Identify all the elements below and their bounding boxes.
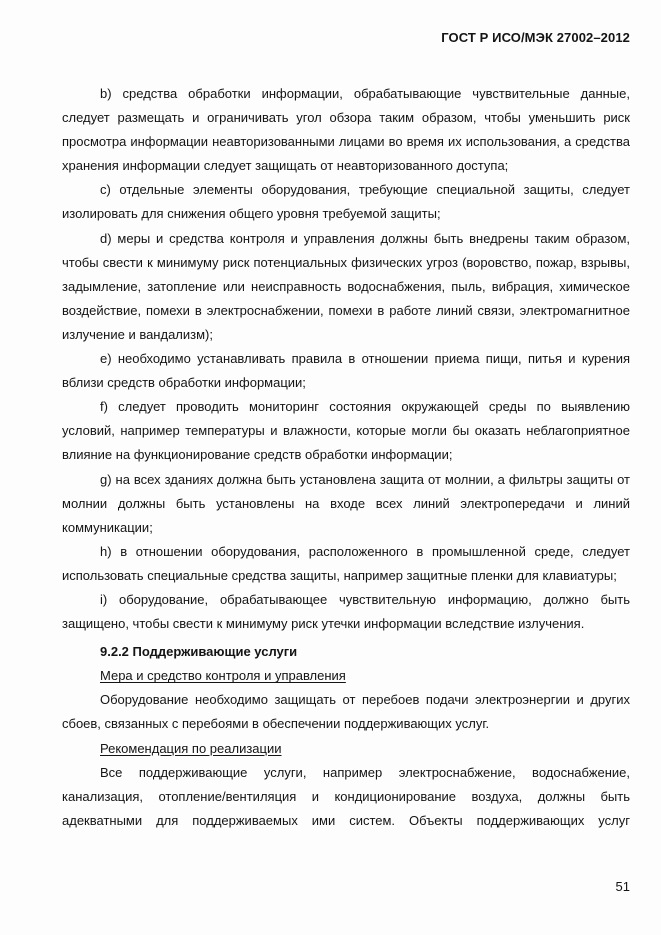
guidance-paragraph: Все поддерживающие услуги, например электроснабжение, водоснабжение, канализация, отопление/вентиляция и кондиционирование воздуха, должны быть адекватными для поддерживаемых ими систем. Объекты поддерживающих услуг — [62, 764, 630, 828]
list-item-b: b) средства обработки информации, обрабатывающие чувствительные данные, следует размещать и ограничивать угол обзора таким образом, чтобы уменьшить риск просмотра информации неавторизованными лицами во время их использования, а средства хранения информации следует защищать от неавторизованного доступа; — [62, 86, 630, 174]
list-item-e: e) необходимо устанавливать правила в отношении приема пищи, питья и курения вблизи средств обработки информации; — [62, 351, 630, 391]
control-paragraph: Оборудование необходимо защищать от перебоев подачи электроэнергии и других сбоев, связанных с перебоями в обеспечении поддерживающих услуг. — [62, 692, 630, 732]
standard-header: ГОСТ Р ИСО/МЭК 27002–2012 — [441, 30, 630, 45]
control-subheading — [62, 664, 630, 688]
guidance-subheading — [62, 737, 630, 761]
list-item-i: i) оборудование, обрабатывающее чувствительную информацию, должно быть защищено, чтобы свести к минимуму риск утечки информации вследствие излучения. — [62, 591, 630, 632]
list-item-c: с) отдельные элементы оборудования, требующие специальной защиты, следует изолировать для снижения общего уровня требуемой защиты; — [62, 182, 630, 222]
list-item-g: g) на всех зданиях должна быть установлена защита от молнии, а фильтры защиты от молнии должны быть установлены на входе всех линий электропередачи и линий коммуникации; — [62, 471, 630, 535]
list-item-d: d) меры и средства контроля и управления должны быть внедрены таким образом, чтобы свести к минимуму риск потенциальных физических угроз (воровство, пожар, взрывы, задымление, затопление или неисправность водоснабжения, пыль, вибрация, химическое воздействие, помехи в электроснабжении, помехи в работе линий связи, электромагнитное излучение и вандализм); — [62, 230, 630, 342]
list-item-f: f) следует проводить мониторинг состояния окружающей среды по выявлению условий, например температуры и влажности, которые могли бы оказать неблагоприятное влияние на функционирование средств обработки информации; — [62, 399, 630, 463]
list-item-h: h) в отношении оборудования, расположенного в промышленной среде, следует использовать специальные средства защиты, например защитные пленки для клавиатуры; — [62, 543, 630, 583]
control-subheading-text: Мера и средство контроля и управления — [100, 668, 346, 684]
guidance-subheading-text: Рекомендация по реализации — [100, 740, 282, 756]
section-heading: 9.2.2 Поддерживающие услуги — [100, 644, 298, 660]
page-number: 51 — [615, 879, 630, 894]
page-body — [62, 82, 630, 833]
